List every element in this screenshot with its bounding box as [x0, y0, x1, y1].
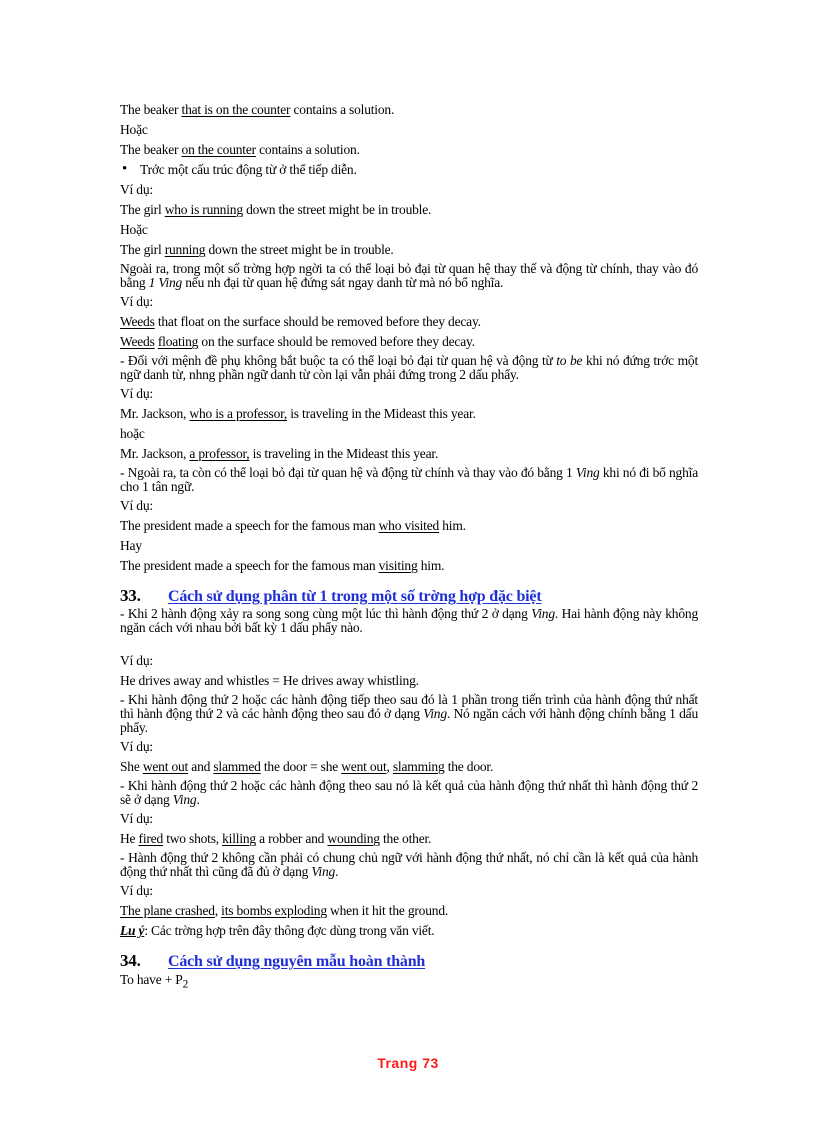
text-run: : Các trờng hợp trên đây thông đợc dùng trong văn viết. — [144, 923, 435, 938]
text-run: Ngoài ra, trong một số trờng hợp ngời ta có thể loại bỏ đại từ quan hệ thay thế và động từ chính, thay vào đó bằng — [120, 261, 698, 290]
text-line — [120, 538, 698, 554]
italic-term: Ving — [531, 606, 555, 621]
underlined-phrase: Weeds — [120, 314, 155, 329]
text-run: - Khi hành động thứ 2 hoặc các hành động theo sau nó là kết quả của hành động thứ nhất thì hành động thứ 2 sẽ ở dạng — [120, 778, 698, 807]
text-line — [120, 498, 698, 514]
text-line — [120, 242, 698, 258]
underlined-phrase: that is on the counter — [181, 102, 291, 117]
text-run: Hoặc — [120, 122, 148, 137]
text-line — [120, 831, 698, 847]
text-line — [120, 202, 698, 218]
text-run: two shots, — [163, 831, 223, 846]
italic-term: Ving — [423, 706, 447, 721]
underlined-phrase: its bombs exploding — [221, 903, 327, 918]
blank-line — [120, 639, 698, 653]
underlined-phrase: on the counter — [181, 142, 256, 157]
underlined-phrase: killing — [222, 831, 256, 846]
text-run: Hay — [120, 538, 142, 553]
text-line — [120, 386, 698, 402]
italic-term: Ving — [311, 864, 336, 879]
underlined-phrase: went out — [142, 759, 189, 774]
text-line — [120, 739, 698, 755]
text-line — [120, 406, 698, 422]
text-line — [120, 294, 698, 310]
underlined-phrase: wounding — [327, 831, 380, 846]
text-run: . — [335, 864, 339, 879]
underlined-phrase: a professor, — [189, 446, 250, 461]
text-line — [120, 811, 698, 827]
text-line — [120, 923, 698, 939]
text-run: , — [214, 903, 222, 918]
text-run: Ví dụ: — [120, 811, 153, 826]
text-run: - Ngoài ra, ta còn có thể loại bỏ đại từ quan hệ và động từ chính và thay vào đó bằng 1 — [120, 465, 576, 480]
text-run: To have + P — [120, 972, 183, 987]
text-run: , — [386, 759, 393, 774]
section-heading — [120, 588, 698, 605]
underlined-phrase: slammed — [213, 759, 261, 774]
underlined-phrase: fired — [138, 831, 164, 846]
text-line — [120, 972, 698, 993]
text-line — [120, 558, 698, 574]
text-run: nếu nh đại từ quan hệ đứng sát ngay danh từ mà nó bổ nghĩa. — [182, 275, 504, 290]
underlined-phrase: running — [164, 242, 206, 257]
text-line — [120, 446, 698, 462]
text-run: . — [196, 792, 200, 807]
text-run: - Khi hành động thứ 2 hoặc các hành động tiếp theo sau đó là 1 phần trong tiến trình của hành động thứ nhất thì hành động thứ 2 và các hành động theo sau đó ở dạng — [120, 692, 698, 721]
text-run: khi nó đi bổ nghĩa cho 1 tân ngữ. — [120, 465, 699, 494]
text-run: . Nó ngăn cách với hành động chính bằng 1 dấu phẩy. — [120, 706, 698, 735]
underlined-phrase: visiting — [378, 558, 418, 573]
text-run: Mr. Jackson, — [120, 446, 190, 461]
text-run: - Hành động thứ 2 không cần phải có chung chủ ngữ với hành động thứ nhất, nó chỉ cần là kết quả của hành động thứ nhất thì cũng đã đủ ở dạng — [120, 850, 698, 879]
text-line — [120, 518, 698, 534]
text-run: a robber and — [255, 831, 328, 846]
italic-term: Ving — [172, 792, 197, 807]
bullet-item — [120, 162, 698, 178]
text-run: Ví dụ: — [120, 386, 153, 401]
text-run: the door. — [444, 759, 494, 774]
text-line — [120, 759, 698, 775]
text-line — [120, 426, 698, 442]
text-run: Hoặc — [120, 222, 148, 237]
text-run: He drives away and whistles = He drives away whistling. — [120, 673, 419, 688]
text-line — [120, 334, 698, 350]
text-run: and — [188, 759, 214, 774]
text-line — [120, 903, 698, 919]
text-run: is traveling in the Mideast this year. — [249, 446, 439, 461]
text-run: The girl — [120, 242, 165, 257]
text-line — [120, 222, 698, 238]
text-run: Mr. Jackson, — [120, 406, 190, 421]
text-run: The girl — [120, 202, 165, 217]
text-line — [120, 122, 698, 138]
paragraph — [120, 466, 698, 494]
paragraph — [120, 693, 698, 735]
text-run: down the street might be in trouble. — [205, 242, 394, 257]
paragraph — [120, 607, 698, 635]
text-run: Ví dụ: — [120, 498, 153, 513]
italic-term: to be — [556, 353, 583, 368]
underlined-phrase: who is a professor, — [189, 406, 288, 421]
text-line — [120, 142, 698, 158]
text-run: Ví dụ: — [120, 739, 153, 754]
document-body — [120, 102, 698, 997]
text-run: - Đối với mệnh đề phụ không bắt buộc ta có thể loại bỏ đại từ quan hệ và động từ — [120, 353, 557, 368]
text-run: . Hai hành động này không ngăn cách với nhau bởi bất kỳ 1 dấu phẩy nào. — [120, 606, 698, 635]
paragraph — [120, 354, 698, 382]
text-run: that float on the surface should be removed before they decay. — [154, 314, 481, 329]
text-run: when it hit the ground. — [326, 903, 449, 918]
underlined-phrase: The plane crashed — [120, 903, 215, 918]
text-run: The president made a speech for the famous man — [120, 558, 379, 573]
section-number: 34. — [120, 951, 141, 970]
paragraph — [120, 779, 698, 807]
text-run: on the surface should be removed before they decay. — [198, 334, 475, 349]
text-line — [120, 883, 698, 899]
text-run: Trớc một cấu trúc động từ ở thể tiếp diễn. — [140, 162, 357, 177]
text-run: The president made a speech for the famous man — [120, 518, 379, 533]
text-run: Ví dụ: — [120, 182, 153, 197]
section-title-link[interactable]: Cách sử dụng phân từ 1 trong một số trờng hợp đặc biệt — [168, 588, 542, 605]
text-run: 2 — [182, 978, 189, 991]
text-run: He — [120, 831, 139, 846]
section-number: 33. — [120, 586, 141, 605]
page-number: Trang 73 — [377, 1055, 439, 1071]
text-run: contains a solution. — [290, 102, 395, 117]
underlined-phrase: who visited — [378, 518, 440, 533]
underlined-phrase: floating — [157, 334, 199, 349]
text-line — [120, 182, 698, 198]
text-line — [120, 314, 698, 330]
text-run: - Khi 2 hành động xảy ra song song cùng một lúc thì hành động thứ 2 ở dạng — [120, 606, 532, 621]
italic-term: Ving — [575, 465, 600, 480]
text-run: hoặc — [120, 426, 145, 441]
text-line — [120, 653, 698, 669]
text-run: down the street might be in trouble. — [242, 202, 432, 217]
underlined-phrase: went out — [341, 759, 387, 774]
note-label: Lu ý — [120, 923, 145, 938]
underlined-phrase: slamming — [392, 759, 445, 774]
paragraph — [120, 262, 698, 290]
text-run: She — [120, 759, 143, 774]
text-run: Ví dụ: — [120, 653, 153, 668]
text-run: the other. — [379, 831, 432, 846]
paragraph — [120, 851, 698, 879]
text-line — [120, 102, 698, 118]
text-run: the door = she — [260, 759, 342, 774]
text-run: khi nó đứng trớc một ngữ danh từ, nhng phần ngữ danh từ còn lại vẫn phải đứng trong 2 dấu phẩy. — [120, 353, 698, 382]
text-run: The beaker — [120, 102, 182, 117]
underlined-phrase: who is running — [164, 202, 243, 217]
section-title-link[interactable]: Cách sử dụng nguyên mẫu hoàn thành — [168, 953, 426, 970]
text-run: is traveling in the Mideast this year. — [287, 406, 476, 421]
text-line — [120, 673, 698, 689]
text-run: Ví dụ: — [120, 883, 153, 898]
text-run: him. — [417, 558, 445, 573]
text-run: contains a solution. — [255, 142, 360, 157]
underlined-phrase: Weeds — [120, 334, 155, 349]
text-run: Ví dụ: — [120, 294, 153, 309]
text-run: him. — [439, 518, 466, 533]
text-run: The beaker — [120, 142, 182, 157]
italic-term: 1 Ving — [148, 275, 183, 290]
section-heading — [120, 953, 698, 970]
